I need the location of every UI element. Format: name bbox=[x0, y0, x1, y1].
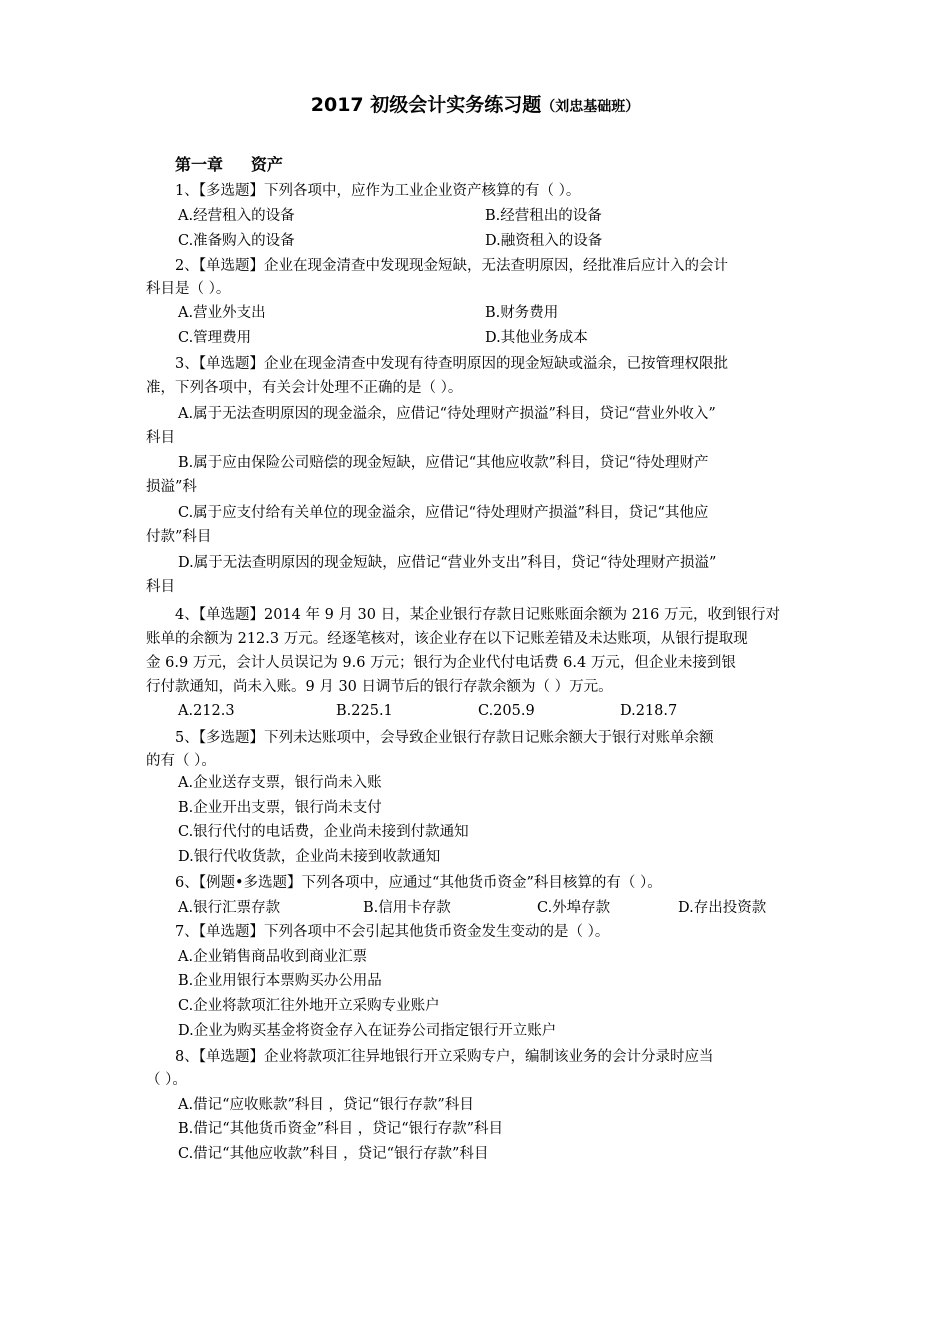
question-5-stem-line-1: 5、【多选题】下列未达账项中，会导致企业银行存款日记账余额大于银行对账单余额 bbox=[175, 730, 714, 746]
question-3-option-b-line-1: B.属于应由保险公司赔偿的现金短缺，应借记“其他应收款”科目，贷记“待处理财产 bbox=[178, 455, 709, 471]
question-4-option-b: B.225.1 bbox=[336, 703, 393, 719]
question-8-stem-line-2: （ ）。 bbox=[146, 1072, 187, 1088]
question-5-option-d: D.银行代收货款，企业尚未接到收款通知 bbox=[178, 849, 441, 865]
question-1-option-c: C.准备购入的设备 bbox=[178, 233, 295, 249]
question-2-option-b: B.财务费用 bbox=[485, 305, 559, 321]
question-5-option-c: C.银行代付的电话费，企业尚未接到付款通知 bbox=[178, 824, 469, 840]
question-4-stem-line-4: 行付款通知，尚未入账。9 月 30 日调节后的银行存款余额为（ ）万元。 bbox=[146, 679, 613, 695]
question-7-option-c: C.企业将款项汇往外地开立采购专业账户 bbox=[178, 998, 440, 1014]
question-6-option-b: B.信用卡存款 bbox=[363, 900, 451, 916]
question-3-stem-line-1: 3、【单选题】企业在现金清查中发现有待查明原因的现金短缺或溢余，已按管理权限批 bbox=[175, 356, 728, 372]
question-3-option-d-line-1: D.属于无法查明原因的现金短缺，应借记“营业外支出”科目，贷记“待处理财产损溢” bbox=[178, 555, 717, 571]
question-7-option-d: D.企业为购买基金将资金存入在证券公司指定银行开立账户 bbox=[178, 1023, 557, 1039]
question-5-stem-line-2: 的有（ ）。 bbox=[146, 753, 216, 769]
question-2-stem-line-1: 2、【单选题】企业在现金清查中发现现金短缺，无法查明原因，经批准后应计入的会计 bbox=[175, 258, 728, 274]
question-2-option-c: C.管理费用 bbox=[178, 330, 252, 346]
question-3-option-c-line-1: C.属于应支付给有关单位的现金溢余，应借记“待处理财产损溢”科目，贷记“其他应 bbox=[178, 505, 709, 521]
question-3-option-c-line-2: 付款”科目 bbox=[146, 529, 212, 545]
question-1-stem: 1、【多选题】下列各项中，应作为工业企业资产核算的有（ ）。 bbox=[175, 183, 581, 199]
question-6-option-c: C.外埠存款 bbox=[537, 900, 611, 916]
question-6-option-a: A.银行汇票存款 bbox=[178, 900, 281, 916]
question-2-option-d: D.其他业务成本 bbox=[485, 330, 588, 346]
question-2-stem-line-2: 科目是（ ）。 bbox=[146, 281, 231, 297]
question-8-option-c: C.借记“其他应收款”科目 ，贷记“银行存款”科目 bbox=[178, 1146, 489, 1162]
question-5-option-a: A.企业送存支票，银行尚未入账 bbox=[178, 775, 382, 791]
question-4-option-c: C.205.9 bbox=[478, 703, 535, 719]
question-5-option-b: B.企业开出支票，银行尚未支付 bbox=[178, 800, 382, 816]
document-title bbox=[0, 92, 950, 120]
question-1-option-d: D.融资租入的设备 bbox=[485, 233, 603, 249]
question-1-option-b: B.经营租出的设备 bbox=[485, 208, 602, 224]
chapter-heading: 第一章 资产 bbox=[175, 155, 283, 174]
title-subtitle: （刘忠基础班） bbox=[541, 99, 640, 115]
question-1-option-a: A.经营租入的设备 bbox=[178, 208, 295, 224]
question-3-option-b-line-2: 损溢”科 bbox=[146, 479, 197, 495]
question-4-stem-line-3: 金 6.9 万元，会计人员误记为 9.6 万元；银行为企业代付电话费 6.4 万元，但企业未接到银 bbox=[146, 655, 736, 671]
question-4-stem-line-2: 账单的余额为 212.3 万元。经逐笔核对，该企业存在以下记账差错及未达账项，从银行提取现 bbox=[146, 631, 748, 647]
question-8-option-a: A.借记“应收账款”科目 ，贷记“银行存款”科目 bbox=[178, 1097, 474, 1113]
question-6-option-d: D.存出投资款 bbox=[678, 900, 767, 916]
question-7-option-a: A.企业销售商品收到商业汇票 bbox=[178, 949, 368, 965]
question-6-stem: 6、【例题•多选题】下列各项中，应通过“其他货币资金”科目核算的有（ ）。 bbox=[175, 875, 662, 891]
title-main: 2017 初级会计实务练习题 bbox=[310, 94, 542, 116]
question-3-option-a-line-1: A.属于无法查明原因的现金溢余，应借记“待处理财产损溢”科目，贷记“营业外收入” bbox=[178, 406, 716, 422]
question-4-option-d: D.218.7 bbox=[620, 703, 678, 719]
question-4-stem-line-1: 4、【单选题】2014 年 9 月 30 日，某企业银行存款日记账账面余额为 216 万元，收到银行对 bbox=[175, 607, 780, 623]
question-2-option-a: A.营业外支出 bbox=[178, 305, 266, 321]
question-4-option-a: A.212.3 bbox=[178, 703, 235, 719]
question-7-option-b: B.企业用银行本票购买办公用品 bbox=[178, 973, 382, 989]
question-7-stem: 7、【单选题】下列各项中不会引起其他货币资金发生变动的是（ ）。 bbox=[175, 924, 610, 940]
question-3-stem-line-2: 准，下列各项中，有关会计处理不正确的是（ ）。 bbox=[146, 380, 463, 396]
question-8-option-b: B.借记“其他货币资金”科目 ，贷记“银行存款”科目 bbox=[178, 1121, 504, 1137]
question-3-option-d-line-2: 科目 bbox=[146, 579, 175, 595]
question-3-option-a-line-2: 科目 bbox=[146, 430, 175, 446]
question-8-stem-line-1: 8、【单选题】企业将款项汇往异地银行开立采购专户，编制该业务的会计分录时应当 bbox=[175, 1049, 714, 1065]
